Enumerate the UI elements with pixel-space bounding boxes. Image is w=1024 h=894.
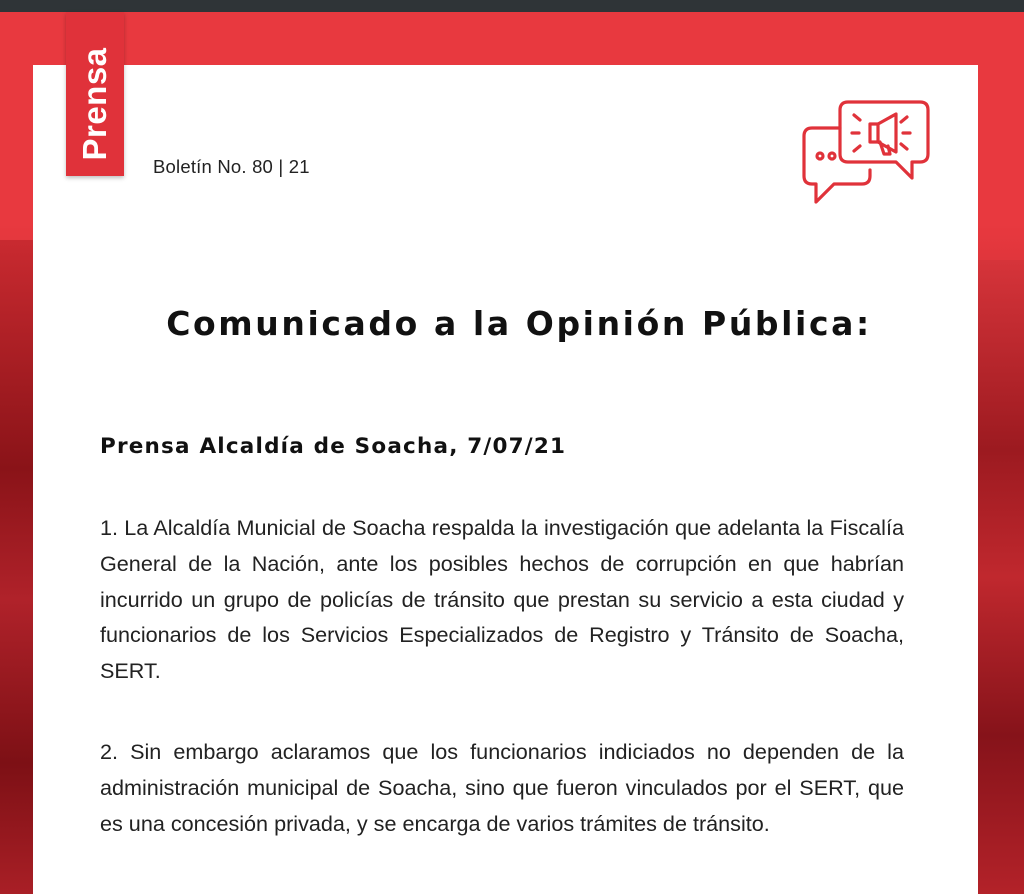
megaphone-chat-icon (800, 98, 932, 206)
paragraph-1: 1. La Alcaldía Municial de Soacha respalda la investigación que adelanta la Fiscalía General de la Nación, ante los posibles hechos de corrupción en que habrían incurrido un grupo de policías de tránsito que prestan su servicio a esta ciudad y funcionarios de los Servicios Especializados de Registro y Tránsito de Soacha, SERT. (100, 515, 904, 684)
bulletin-number: Boletín No. 80 | 21 (153, 156, 310, 177)
top-bar (0, 0, 1024, 12)
document-title: Comunicado a la Opinión Pública: (166, 304, 872, 343)
press-badge (66, 12, 124, 176)
background-photo-right (978, 260, 1024, 894)
document-subtitle: Prensa Alcaldía de Soacha, 7/07/21 (100, 434, 567, 459)
paragraph-2: 2. Sin embargo aclaramos que los funcionarios indiciados no dependen de la administración municipal de Soacha, sino que fueron vinculados por el SERT, que es una concesión privada, y se encarga de varios trámites de tránsito. (100, 739, 904, 836)
press-badge-label: Prensa (76, 47, 113, 161)
